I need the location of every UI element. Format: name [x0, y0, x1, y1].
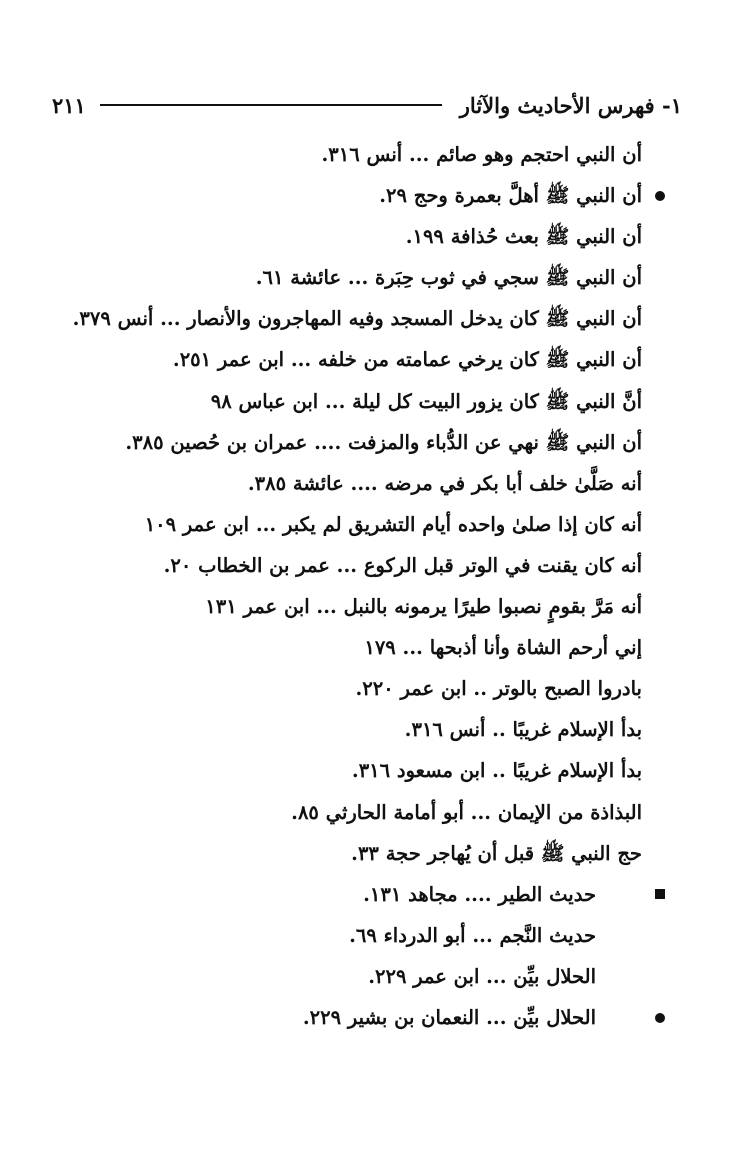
entry-text: أن النبي احتجم وهو صائم ... أنس ٣١٦. — [321, 143, 642, 166]
index-entry — [40, 422, 696, 463]
entry-text: حج النبي ﷺ قبل أن يُهاجر حجة ٣٣. — [351, 841, 642, 865]
entry-text: أنه كان يقنت في الوتر قبل الركوع ... عمر بن الخطاب ٢٠. — [163, 553, 642, 577]
index-entry — [40, 709, 696, 750]
index-entry — [40, 175, 696, 216]
index-entry — [40, 134, 696, 175]
index-entry — [40, 874, 696, 915]
entry-text: أن النبي ﷺ كان يرخي عمامته من خلفه ... ابن عمر ٢٥١. — [172, 348, 642, 372]
entry-text: حديث الطير .... مجاهد ١٣١. — [363, 882, 596, 906]
entry-text: البذاذة من الإيمان ... أبو أمامة الحارثي ٨٥. — [291, 800, 642, 824]
index-entry — [40, 668, 696, 709]
entry-text: أن النبي ﷺ بعث حُذافة ١٩٩. — [405, 225, 642, 249]
entry-text: أن النبي ﷺ نهي عن الدُّباء والمزفت .... عمران بن حُصين ٣٨٥. — [125, 430, 642, 454]
entry-text: أنه صَلَّىٰ خلف أبا بكر في مرضه .... عائشة ٣٨٥. — [247, 471, 642, 495]
entry-text: أن النبي ﷺ أهلَّ بعمرة وحج ٢٩. — [379, 184, 642, 208]
entry-text: بدأ الإسلام غريبًا .. أنس ٣١٦. — [404, 718, 642, 742]
entry-text: بدأ الإسلام غريبًا .. ابن مسعود ٣١٦. — [351, 759, 642, 783]
index-entry — [40, 216, 696, 257]
page-number: ٢١١ — [52, 92, 86, 118]
entry-text: بادروا الصبح بالوتر .. ابن عمر ٢٢٠. — [355, 677, 642, 701]
page-header — [52, 88, 682, 122]
index-entry — [40, 504, 696, 545]
entry-text: أن النبي ﷺ كان يدخل المسجد وفيه المهاجرون والأنصار ... أنس ٣٧٩. — [72, 307, 642, 331]
entry-text: أنَّ النبي ﷺ كان يزور البيت كل ليلة ... ابن عباس ٩٨ — [210, 389, 642, 413]
entry-text: أن النبي ﷺ سجي في ثوب حِبَرة ... عائشة ٦١. — [255, 266, 642, 290]
bullet-square-icon — [650, 874, 670, 915]
bullet-dot-icon — [650, 175, 670, 216]
hadith-index-list — [40, 134, 696, 1038]
entry-text: الحلال بيِّن ... ابن عمر ٢٢٩. — [368, 964, 596, 988]
entry-text: الحلال بيِّن ... النعمان بن بشير ٢٢٩. — [302, 1005, 596, 1029]
header-rule — [100, 104, 442, 106]
index-entry — [40, 997, 696, 1038]
index-entry — [40, 339, 696, 380]
index-entry — [40, 298, 696, 339]
index-entry — [40, 833, 696, 874]
index-entry — [40, 463, 696, 504]
index-entry — [40, 381, 696, 422]
entry-text: أنه كان إذا صلىٰ واحده أيام التشريق لم يكبر ... ابن عمر ١٠٩ — [144, 512, 642, 536]
index-entry — [40, 792, 696, 833]
entry-text: أنه مَرَّ بقومٍ نصبوا طيرًا يرمونه بالنبل ... ابن عمر ١٣١ — [205, 595, 642, 619]
entry-text: حديث النَّجم ... أبو الدرداء ٦٩. — [349, 923, 596, 947]
index-entry — [40, 545, 696, 586]
entry-text: إني أرحم الشاة وأنا أذبحها ... ١٧٩ — [364, 636, 642, 660]
index-entry — [40, 915, 696, 956]
index-entry — [40, 750, 696, 791]
index-entry — [40, 627, 696, 668]
bullet-dot-icon — [650, 997, 670, 1038]
header-title: ١- فهرس الأحاديث والآثار — [459, 92, 682, 118]
index-entry — [40, 257, 696, 298]
index-entry — [40, 586, 696, 627]
index-entry — [40, 956, 696, 997]
